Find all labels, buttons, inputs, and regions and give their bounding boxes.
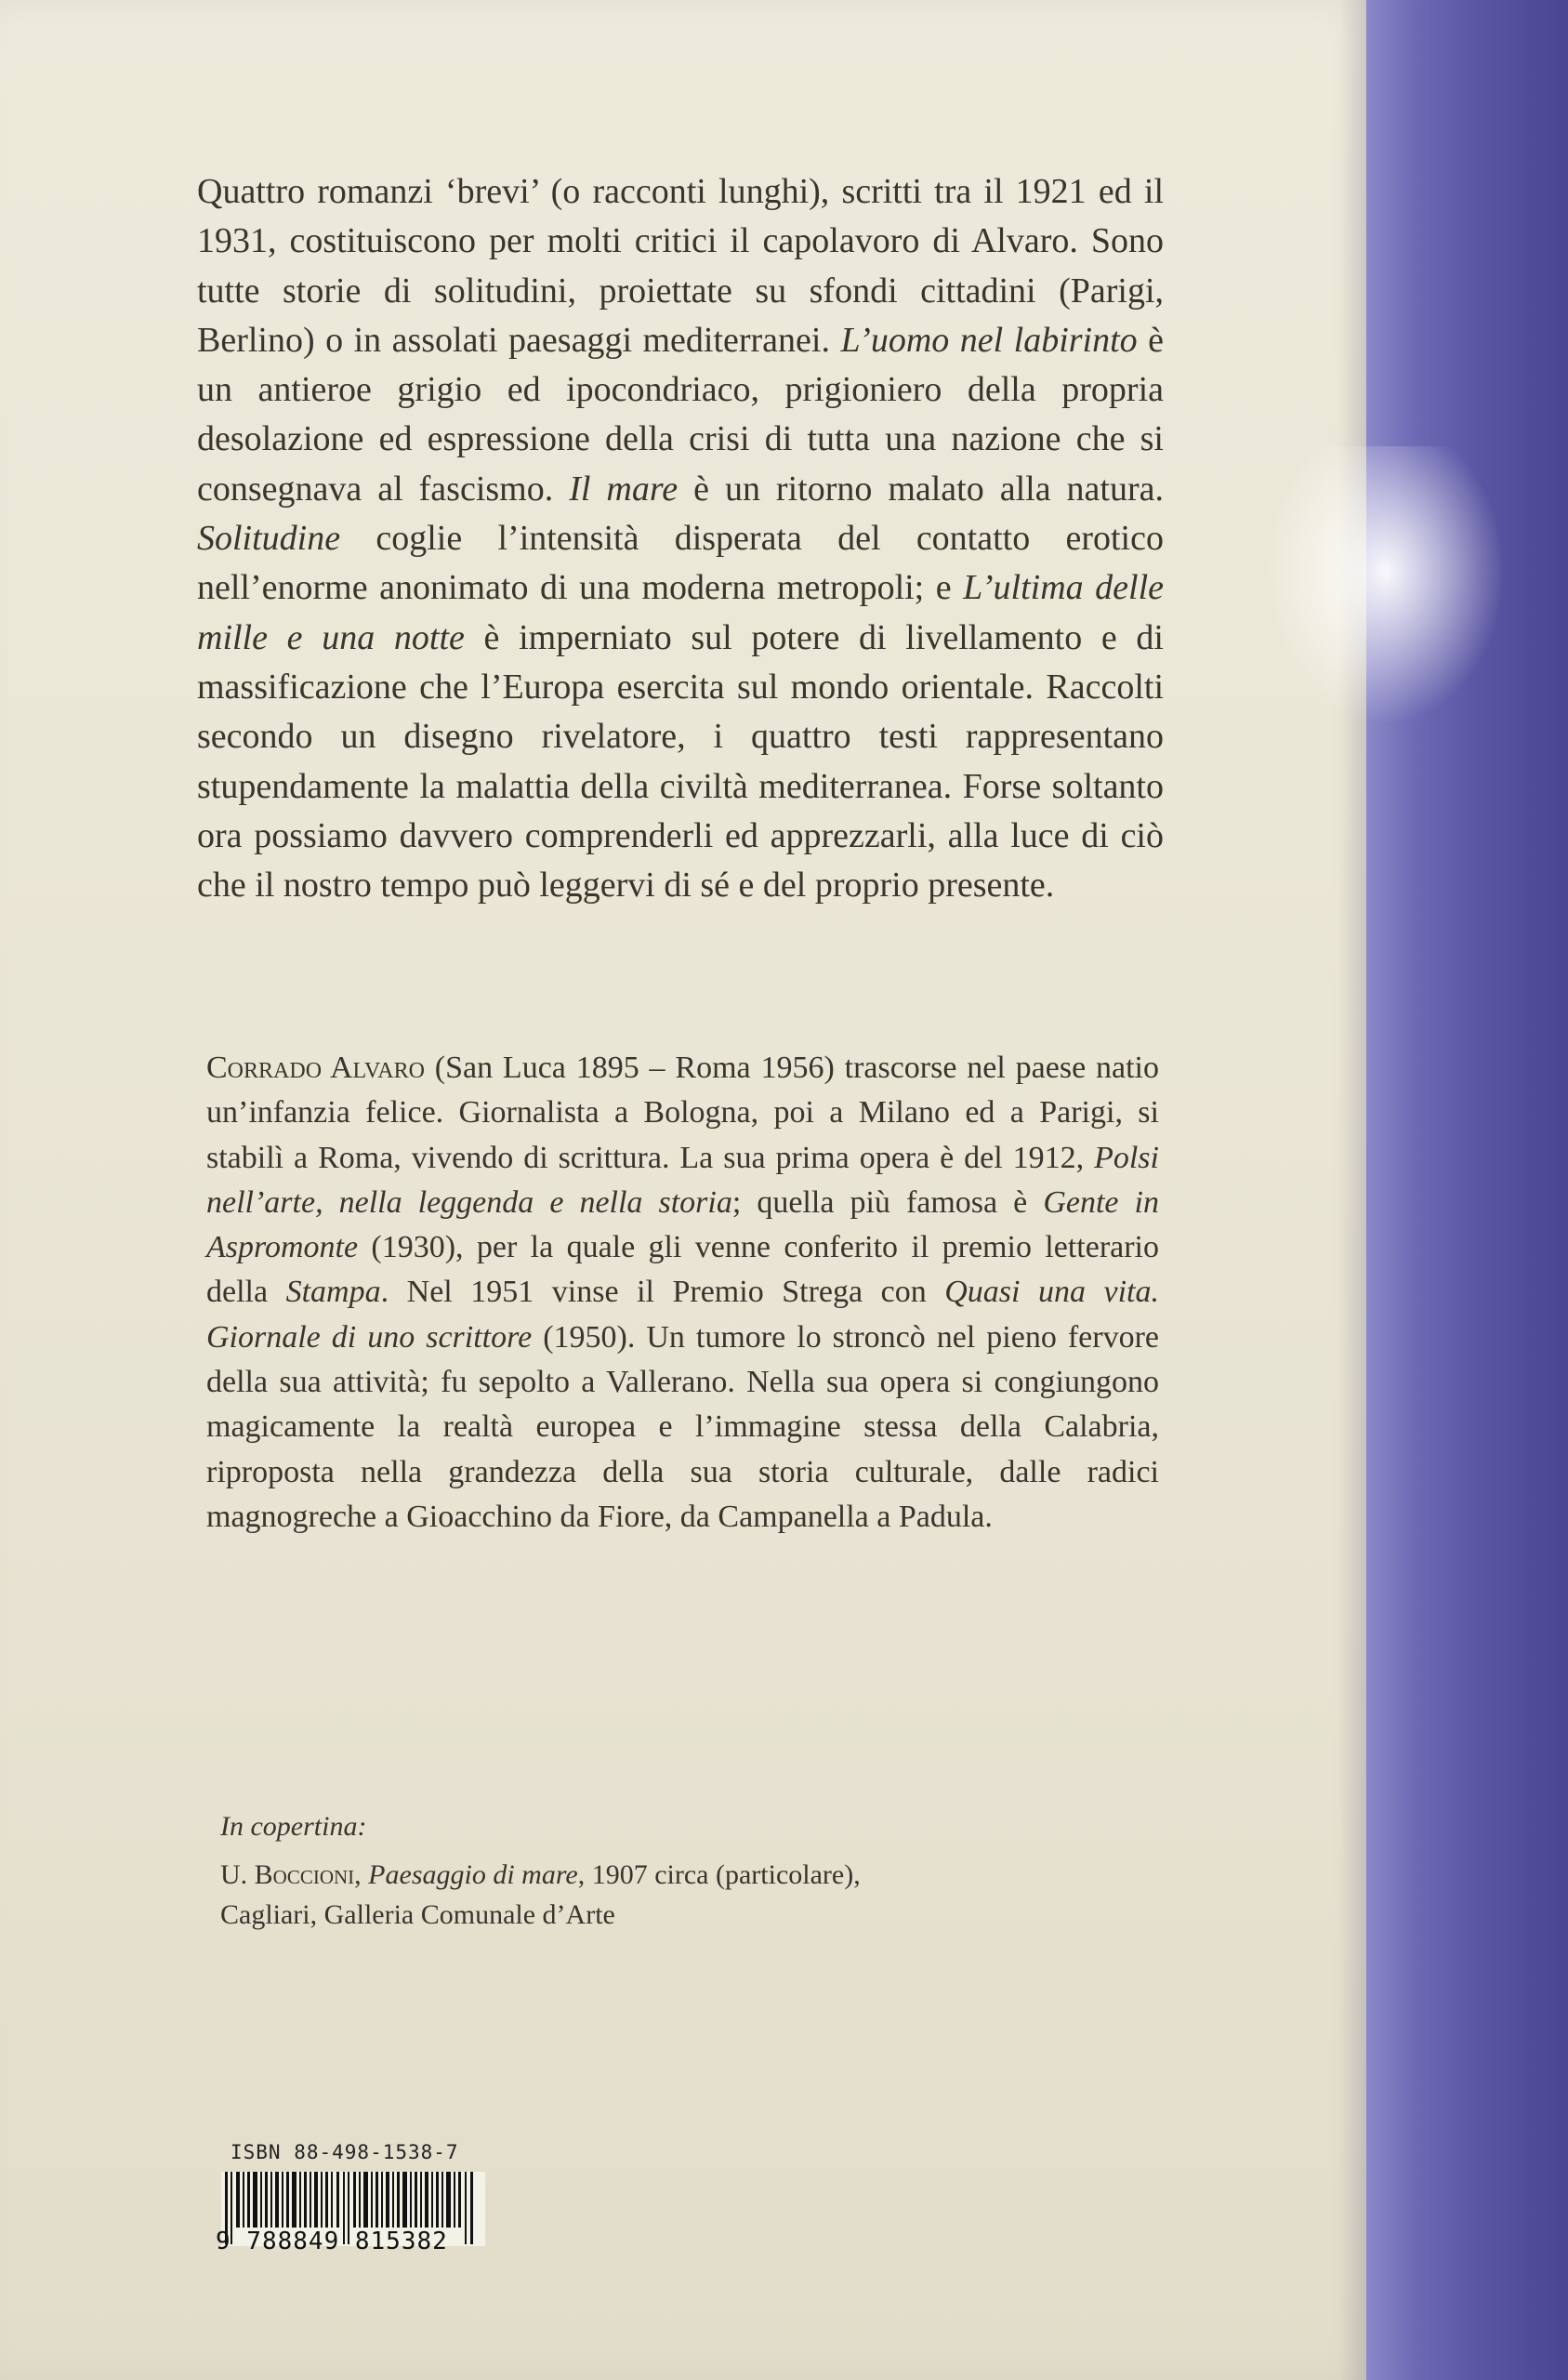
credit-separator: ,	[354, 1859, 369, 1890]
work-stampa: Stampa	[285, 1275, 381, 1310]
bio-text-4: . Nel 1951 vinse il Premio Strega con	[380, 1275, 945, 1310]
bio-text-1: (San Luca 1895 – Roma 1956) trascorse nel paese natio un’infanzia felice. Giornalista a Bologna, poi a Milano ed a Parigi, si stabilì a Roma, vivendo di scrittura. La sua prima opera è del 1912,	[206, 1051, 1159, 1175]
work-quasi-una-vita: Quasi una vita. Giornale di uno scrittore	[206, 1275, 1160, 1355]
title-luomo-nel-labirinto: L’uomo nel labirinto	[840, 320, 1138, 360]
bio-text-5: (1950). Un tumore lo stroncò nel pieno fervore della sua attività; fu sepolto a Vallerano. Nella sua opera si congiungono magicamente la realtà europea e l’immagine stessa della Calabria, riproposta nella grandezza della sua storia culturale, dalle radici magnogreche a Gioacchino da Fiore, da Campanella a Padula.	[206, 1319, 1159, 1534]
title-solitudine: Solitudine	[197, 519, 341, 559]
title-lultima-delle-mille: L’ultima delle mille e una notte	[197, 568, 1164, 657]
work-gente-in-aspromonte: Gente in Aspromonte	[206, 1184, 1159, 1265]
barcode-digits: 9 788849 815382	[216, 2228, 448, 2255]
blurb-paragraph	[197, 167, 1164, 910]
isbn-label: ISBN 88-498-1538-7	[231, 2141, 459, 2163]
light-glare	[1264, 446, 1506, 725]
credit-artwork: Paesaggio di mare	[368, 1859, 578, 1890]
credit-details: , 1907 circa (particolare),	[577, 1859, 861, 1890]
author-bio-paragraph	[206, 1046, 1159, 1540]
blurb-text-4: coglie l’intensità disperata del contatto erotico nell’enorme anonimato di una moderna metropoli; e	[197, 519, 1164, 608]
cover-credit-heading: In copertina:	[220, 1811, 367, 1842]
title-il-mare: Il mare	[569, 469, 679, 509]
blurb-text-5: è imperniato sul potere di livellamento e di massificazione che l’Europa esercita sul mondo orientale. Raccolti secondo un disegno rivelatore, i quattro testi rappresentano stupendamente la malattia della civiltà mediterranea. Forse soltanto ora possiamo davvero comprenderli ed apprezzarli, alla luce di ciò che il nostro tempo può leggervi di sé e del proprio presente.	[197, 617, 1164, 906]
bio-text-3: (1930), per la quale gli venne conferito il premio letterario della	[206, 1230, 1159, 1310]
author-name: Corrado Alvaro	[206, 1051, 425, 1085]
cover-credit	[220, 1855, 1057, 1935]
blurb-text-2: è un antieroe grigio ed ipocondriaco, prigioniero della propria desolazione ed espressione della crisi di tutta una nazione che si consegnava al fascismo.	[197, 320, 1165, 509]
credit-artist: U. Boccioni	[220, 1859, 355, 1890]
book-spine	[1366, 0, 1568, 2380]
bio-text-2: ; quella più famosa è	[731, 1184, 1044, 1220]
work-polsi: Polsi nell’arte, nella leggenda e nella storia	[206, 1140, 1159, 1220]
blurb-text-1: Quattro romanzi ‘brevi’ (o racconti lunghi), scritti tra il 1921 ed il 1931, costituiscono per molti critici il capolavoro di Alvaro. Sono tutte storie di solitudini, proiettate su sfondi cittadini (Parigi, Berlino) o in assolati paesaggi mediterranei.	[197, 172, 1164, 360]
credit-location: Cagliari, Galleria Comunale d’Arte	[220, 1899, 615, 1930]
blurb-text-3: è un ritorno malato alla natura.	[678, 469, 1164, 509]
